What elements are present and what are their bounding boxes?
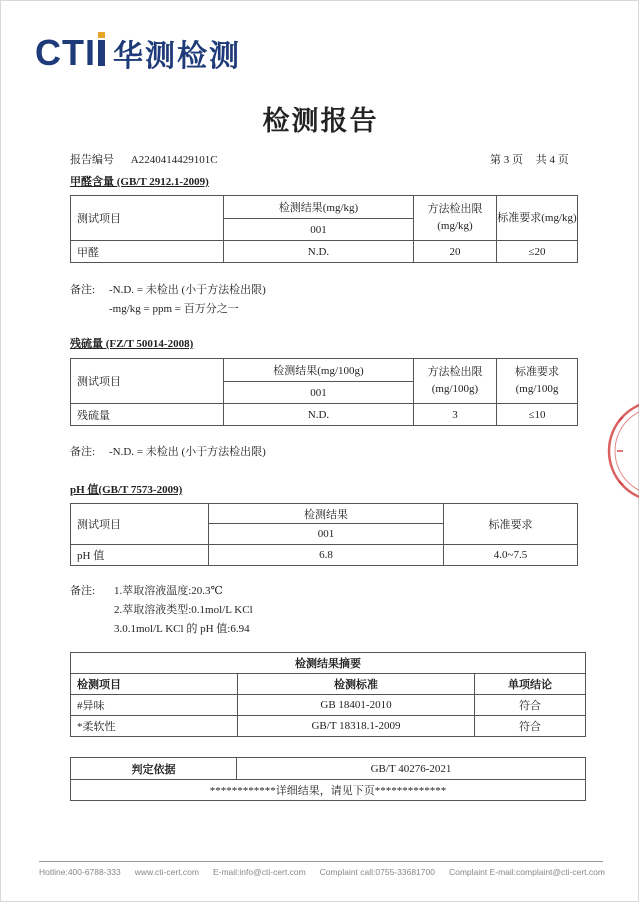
section-sulfur-heading: 残硫量 (FZ/T 50014-2008) [70, 338, 194, 350]
note-label: 备注: [70, 284, 96, 296]
sample-id: 001 [224, 382, 414, 404]
item-header: 测试项目 [71, 196, 224, 241]
summary-title: 检测结果摘要 [71, 653, 586, 674]
sample-id: 001 [224, 219, 414, 241]
sulfur-notes [70, 443, 266, 462]
note-line-1: -N.D. = 未检出 (小于方法检出限) [109, 446, 266, 458]
row-result: 6.8 [209, 545, 444, 566]
formaldehyde-table [70, 195, 578, 263]
formaldehyde-notes [70, 281, 266, 315]
row-requirement: ≤10 [497, 404, 578, 426]
result-header: 检测结果(mg/100g) [224, 359, 414, 382]
row-item: 甲醛 [71, 241, 224, 263]
note-line-2: -mg/kg = ppm = 百万分之一 [109, 303, 239, 315]
summary-item: *柔软性 [71, 716, 238, 737]
report-number-value: A2240414429101C [130, 154, 218, 166]
basis-label: 判定依据 [71, 758, 237, 780]
logo-bar [98, 40, 105, 66]
next-page-notice: ************详细结果，请见下页************* [71, 780, 586, 801]
report-number [70, 151, 218, 167]
note-line-1: -N.D. = 未检出 (小于方法检出限) [109, 284, 266, 296]
note-line-2: 2.萃取溶液类型:0.1mol/L KCl [114, 604, 253, 616]
result-header: 检测结果 [209, 504, 444, 524]
section-formaldehyde-heading: 甲醛含量 (GB/T 2912.1-2009) [70, 176, 209, 188]
note-label: 备注: [70, 446, 96, 458]
requirement-header: 标准要求(mg/100g [497, 359, 578, 404]
summary-table [70, 652, 586, 737]
footer-website[interactable]: www.cti-cert.com [134, 867, 199, 877]
summary-header-standard: 检测标准 [238, 674, 475, 695]
sulfur-table [70, 358, 578, 426]
summary-standard: GB 18401-2010 [238, 695, 475, 716]
footer-hotline: Hotline:400-6788-333 [39, 867, 121, 877]
summary-header-item: 检测项目 [71, 674, 238, 695]
report-number-label: 报告编号 [70, 154, 114, 166]
summary-header-conclusion: 单项结论 [475, 674, 586, 695]
row-item: pH 值 [71, 545, 209, 566]
item-header: 测试项目 [71, 359, 224, 404]
sample-id: 001 [209, 524, 444, 545]
row-result: N.D. [224, 404, 414, 426]
row-requirement: ≤20 [497, 241, 578, 263]
company-logo [35, 31, 241, 75]
footer-complaint-email[interactable]: Complaint E-mail:complaint@cti-cert.com [448, 867, 605, 877]
page-current: 第 3 页 [490, 154, 523, 166]
report-title: 检测报告 [262, 106, 379, 137]
footer-complaint-call: Complaint call:0755-33681700 [319, 867, 435, 877]
ph-table [70, 503, 578, 566]
limit-header: 方法检出限(mg/kg) [414, 196, 497, 241]
item-header: 测试项目 [71, 504, 209, 545]
note-label: 备注: [70, 585, 96, 597]
logo-cn: 华测检测 [113, 40, 241, 73]
result-header: 检测结果(mg/kg) [224, 196, 414, 219]
row-limit: 3 [414, 404, 497, 426]
row-result: N.D. [224, 241, 414, 263]
section-ph-heading: pH 值(GB/T 7573-2009) [70, 484, 183, 496]
page-number [490, 151, 569, 167]
summary-item: #异味 [71, 695, 238, 716]
ph-notes [70, 582, 253, 635]
table-row [71, 716, 586, 737]
official-stamp [599, 391, 639, 511]
summary-conclusion: 符合 [475, 695, 586, 716]
note-line-1: 1.萃取溶液温度:20.3℃ [114, 585, 223, 597]
summary-standard: GB/T 18318.1-2009 [238, 716, 475, 737]
summary-conclusion: 符合 [475, 716, 586, 737]
row-limit: 20 [414, 241, 497, 263]
requirement-header: 标准要求 [444, 504, 578, 545]
logo-en: CTI [35, 32, 96, 73]
page-total: 共 4 页 [535, 154, 569, 166]
footer-divider [39, 861, 603, 862]
row-item: 残硫量 [71, 404, 224, 426]
requirement-header: 标准要求(mg/kg) [497, 196, 578, 241]
table-row [71, 695, 586, 716]
footer [39, 867, 605, 877]
basis-table [70, 757, 586, 801]
footer-email[interactable]: E-mail:info@cti-cert.com [212, 867, 306, 877]
row-requirement: 4.0~7.5 [444, 545, 578, 566]
limit-header: 方法检出限(mg/100g) [414, 359, 497, 404]
note-line-3: 3.0.1mol/L KCl 的 pH 值:6.94 [114, 623, 250, 635]
basis-value: GB/T 40276-2021 [237, 758, 586, 780]
